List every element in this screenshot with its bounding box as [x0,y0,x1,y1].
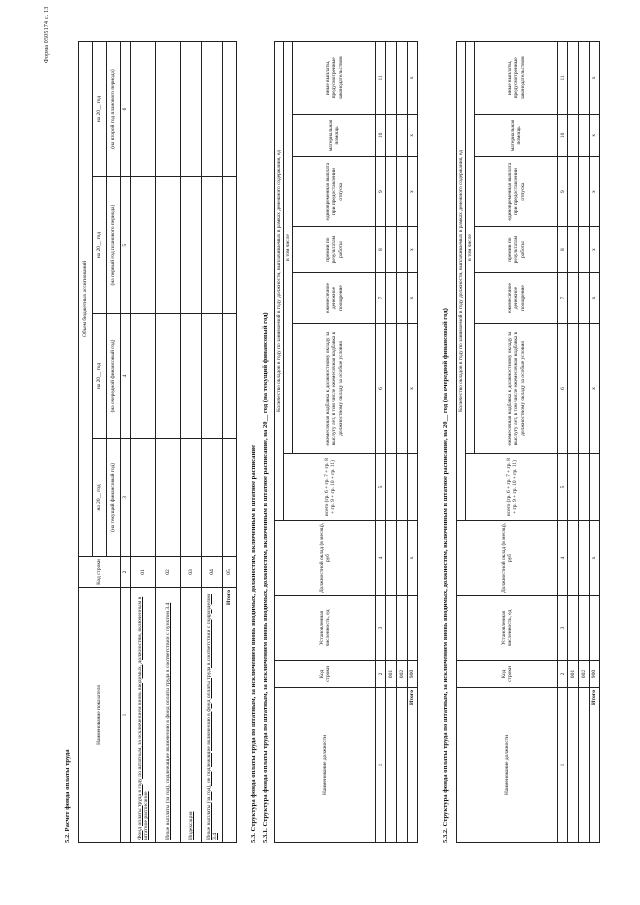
cell[interactable] [590,454,599,521]
col-num: 4 [121,314,131,439]
header-period-1: на 20__ год [93,438,107,556]
header-name: Наименование должности [275,688,376,843]
cell[interactable] [579,323,590,453]
header-salary: Должностной оклад (в месяц), руб [457,521,558,596]
cell[interactable] [408,596,417,661]
x-mark: x [590,114,599,156]
cell[interactable] [397,454,408,521]
header-c11: иные выплаты, предусмотренные законодательством [293,42,376,115]
header-code: Код строки [457,661,558,688]
cell[interactable] [386,273,397,324]
row-name: Иные выплаты (за год), подлежащие включению в фонд оплаты труда в соответствии с пунктом 3.4 [156,588,181,843]
col-num: 11 [376,42,386,115]
column-numbers-row [558,42,568,843]
cell[interactable] [579,688,590,843]
cell[interactable] [181,42,202,177]
x-mark: x [590,273,599,324]
table-header-row [79,42,93,843]
header-c10: материальная помощь [293,114,376,156]
cell[interactable] [590,596,599,661]
cell[interactable] [223,42,237,177]
cell[interactable] [386,688,397,843]
row-code: 001 [386,661,397,688]
header-c8: премии по результатам работы [475,227,558,273]
cell[interactable] [131,42,156,177]
row-name: Индексация [181,588,202,843]
header-code: Код строки [275,661,376,688]
cell[interactable] [397,323,408,453]
col-num: 7 [376,273,386,324]
col-num: 1 [121,588,131,843]
row-code: 01 [131,557,156,588]
table-row [202,42,223,843]
cell[interactable] [386,42,397,115]
col-num: 10 [558,114,568,156]
col-num: 5 [376,454,386,521]
total-code: 900 [590,661,599,688]
header-c9: единовременная выплата при предоставлении отпуска [293,157,376,227]
cell[interactable] [397,273,408,324]
cell[interactable] [397,688,408,843]
header-total: всего (гр. 6 + гр. 7 + гр. 8 + гр. 9 + гр. 10 + гр. 11) [284,454,376,521]
cell[interactable] [386,227,397,273]
structure-table-next-year [456,41,600,843]
col-num: 4 [376,521,386,596]
total-code: 05 [223,557,237,588]
col-num: 9 [558,157,568,227]
section-5-3-1-title: 5.3.1. Структура фонда оплаты труда по штатным, за исключением вновь вводимых, должностям, включенным в штатное расписание, на 20__ год (на текущий финансовый год) [262,312,269,843]
col-num: 1 [376,688,386,843]
col-num: 7 [558,273,568,324]
table-row [156,42,181,843]
header-group: Количество окладов в году по занимаемой в году должности, выплачиваемых в рамках денежного содержания, ед [275,42,284,521]
header-staff: Установленная численность, ед [457,596,558,661]
cell[interactable] [386,454,397,521]
col-num: 3 [121,438,131,556]
cell[interactable] [579,42,590,115]
col-num: 5 [121,177,131,314]
cell[interactable] [131,177,156,314]
cell[interactable] [386,157,397,227]
cell[interactable] [181,177,202,314]
col-num: 6 [121,42,131,177]
total-row [590,42,599,843]
cell[interactable] [579,454,590,521]
header-group: Количество окладов в году по занимаемой в году должности, выплачиваемых в рамках денежного содержания, ед [457,42,466,521]
header-period-4: на 20__ год [93,42,107,177]
total-label: Итого [590,688,599,843]
cell[interactable] [156,177,181,314]
x-mark: x [590,157,599,227]
header-salary: Должностной оклад (в месяц), руб [275,521,376,596]
row-code: 002 [397,661,408,688]
cell[interactable] [579,596,590,661]
cell[interactable] [223,314,237,439]
cell[interactable] [397,42,408,115]
table-row [386,42,397,843]
row-code: 02 [156,557,181,588]
header-total: всего (гр. 6 + гр. 7 + гр. 8 + гр. 9 + гр. 10 + гр. 11) [466,454,558,521]
row-name: Иные выплаты (за год), не подлежащие включению в фонд оплаты труда в соответствии с подразделом 3.4 [202,588,223,843]
header-c7: ежемесячное денежное поощрение [475,273,558,324]
x-mark: x [590,227,599,273]
x-mark: x [408,42,417,115]
col-num: 3 [558,596,568,661]
header-staff: Установленная численность, ед [275,596,376,661]
cell[interactable] [408,454,417,521]
cell[interactable] [156,42,181,177]
x-mark: x [590,323,599,453]
cell[interactable] [568,42,579,115]
header-period-3-note: (на первый год планового периода) [107,177,121,314]
cell[interactable] [386,596,397,661]
cell[interactable] [156,438,181,556]
header-c11: иные выплаты, предусмотренные законодательством [475,42,558,115]
fund-calculation-table [78,41,237,843]
cell[interactable] [568,688,579,843]
header-name: Наименование должности [457,688,558,843]
table-row [131,42,156,843]
col-num: 9 [376,157,386,227]
header-c8: премии по результатам работы [293,227,376,273]
header-c7: ежемесячное денежное поощрение [293,273,376,324]
header-period-1-note: (на текущий финансовый год) [107,438,121,556]
cell[interactable] [397,227,408,273]
x-mark: x [590,521,599,596]
cell[interactable] [202,177,223,314]
cell[interactable] [156,314,181,439]
header-c6: ежемесячная надбавка к должностному окладу за выслугу лет, в том числе ежемесячная надбавка к должностному окладу за особые условия [293,323,376,453]
header-period-2: на 20__ год [93,314,107,439]
col-num: 4 [558,521,568,596]
col-num: 5 [558,454,568,521]
header-group: Объем бюджетных ассигнований [79,42,93,557]
cell[interactable] [397,114,408,156]
header-period-2-note: (на очередной финансовый год) [107,314,121,439]
section-5-3-2-title: 5.3.2. Структура фонда оплаты труда по штатным, за исключением вновь вводимых, должностям, включенным в штатное расписание, на 20__ год (на очередной финансовый год) [442,308,449,843]
cell[interactable] [579,114,590,156]
cell[interactable] [568,596,579,661]
col-num: 8 [376,227,386,273]
cell[interactable] [202,42,223,177]
form-code: Форма 0505174 с. 13 [44,6,50,63]
cell[interactable] [568,273,579,324]
cell[interactable] [579,157,590,227]
cell[interactable] [202,438,223,556]
header-period-4-note: (на второй год планового периода) [107,42,121,177]
column-numbers-row [376,42,386,843]
total-code: 900 [408,661,417,688]
header-code: Код строки [79,557,121,588]
total-label: Итого [408,688,417,843]
cell[interactable] [579,273,590,324]
cell[interactable] [181,438,202,556]
section-5-3-title: 5.3. Структура фонда оплаты труда по штатным, за исключением вновь вводимых, должностям, включенным в штатное расписание [250,445,257,843]
x-mark: x [408,323,417,453]
col-num: 6 [558,323,568,453]
header-c9: единовременная выплата при предоставлении отпуска [475,157,558,227]
x-mark: x [408,157,417,227]
x-mark: x [408,227,417,273]
cell[interactable] [579,521,590,596]
cell[interactable] [568,454,579,521]
cell[interactable] [181,314,202,439]
cell[interactable] [568,114,579,156]
x-mark: x [408,273,417,324]
header-c6: ежемесячная надбавка к должностному окладу за выслугу лет, в том числе ежемесячная надбавка к должностному окладу за особые условия [475,323,558,453]
x-mark: x [590,42,599,115]
header-name: Наименование показателя [79,588,121,843]
cell[interactable] [223,177,237,314]
col-num: 10 [376,114,386,156]
header-subgroup: в том числе [466,42,475,454]
row-code: 04 [202,557,223,588]
row-code: 001 [568,661,579,688]
col-num: 11 [558,42,568,115]
table-row [181,42,202,843]
col-num: 3 [376,596,386,661]
total-row [408,42,417,843]
total-row [223,42,237,843]
col-num: 1 [558,688,568,843]
col-num: 2 [376,661,386,688]
total-label: Итого [223,588,237,843]
cell[interactable] [386,114,397,156]
cell[interactable] [568,323,579,453]
col-num: 8 [558,227,568,273]
header-subgroup: в том числе [284,42,293,454]
cell[interactable] [568,521,579,596]
section-5-2-title: 5.2. Расчет фонда оплаты труда [64,749,71,843]
table-row [397,42,408,843]
structure-table-current-year [274,41,418,843]
col-num: 2 [558,661,568,688]
col-num: 2 [121,557,131,588]
header-period-3: на 20__ год [93,177,107,314]
cell[interactable] [568,157,579,227]
cell[interactable] [579,227,590,273]
row-code: 002 [579,661,590,688]
column-numbers-row [121,42,131,843]
row-code: 03 [181,557,202,588]
cell[interactable] [568,227,579,273]
table-row [579,42,590,843]
cell[interactable] [202,314,223,439]
row-name: Фонд оплаты труда в году по штатным, за исключением вновь вводимых, должностям, включенным в штатное расписание [131,588,156,843]
cell[interactable] [386,521,397,596]
cell[interactable] [397,521,408,596]
cell[interactable] [397,157,408,227]
x-mark: x [408,521,417,596]
cell[interactable] [131,314,156,439]
x-mark: x [408,114,417,156]
header-c10: материальная помощь [475,114,558,156]
cell[interactable] [223,438,237,556]
cell[interactable] [397,596,408,661]
cell[interactable] [386,323,397,453]
table-row [568,42,579,843]
col-num: 6 [376,323,386,453]
cell[interactable] [131,438,156,556]
